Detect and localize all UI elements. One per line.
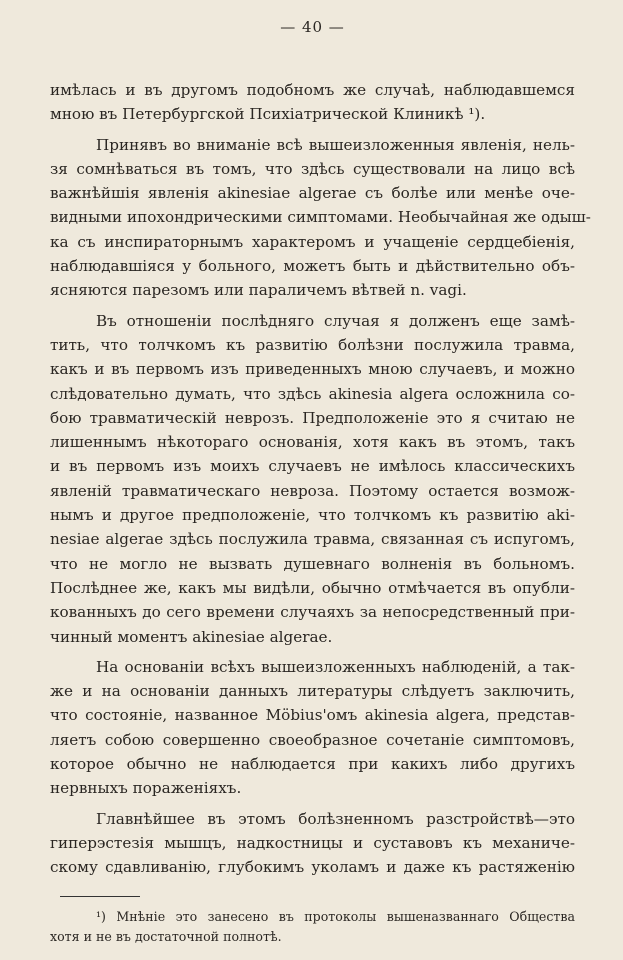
text-line: тить, что толчкомъ къ развитію болѣзни послужила травма, xyxy=(50,335,575,354)
paragraph-2 xyxy=(50,133,591,303)
text-line: ляетъ собою совершенно своеобразное сочетаніе симптомовъ, xyxy=(50,730,575,749)
text-line: Принявъ во вниманіе всѣ вышеизложенныя явленія, нель- xyxy=(96,135,575,154)
paragraph-1 xyxy=(50,78,575,127)
footnote-line: ¹) Мнѣніе это занесено въ протоколы вышеназваннаго Общества xyxy=(96,908,575,924)
text-line: важнѣйшія явленія akinesiae algerae съ болѣе или менѣе оче- xyxy=(50,184,575,203)
text-line: мною въ Петербургской Психіатрической Клиникѣ ¹). xyxy=(50,105,486,124)
text-line: ка съ инспираторнымъ характеромъ и учащеніе сердцебіенія, xyxy=(50,232,575,251)
paragraph-3 xyxy=(50,309,575,649)
text-line: лишеннымъ нѣкотораго основанія, хотя какъ въ этомъ, такъ xyxy=(50,433,575,452)
text-line: нервныхъ пораженіяхъ. xyxy=(50,779,242,798)
text-line: чинный моментъ akinesiae algerae. xyxy=(50,627,333,646)
footnote-rule xyxy=(60,896,140,897)
text-line: что не могло не вызвать душевнаго волненія въ больномъ. xyxy=(50,554,575,573)
text-line: имѣлась и въ другомъ подобномъ же случаѣ, наблюдавшемся xyxy=(50,81,575,99)
text-line: слѣдовательно думать, что здѣсь akinesia algera осложнила со- xyxy=(50,384,575,403)
text-line: зя сомнѣваться въ томъ, что здѣсь существовали на лицо всѣ xyxy=(50,159,575,178)
text-line: кованныхъ до сего времени случаяхъ за непосредственный при- xyxy=(50,603,575,622)
text-line: Главнѣйшее въ этомъ болѣзненномъ разстройствѣ—это xyxy=(96,809,575,828)
text-line: скому сдавливанію, глубокимъ уколамъ и даже къ растяженію xyxy=(50,858,575,877)
text-line: явленій травматическаго невроза. Поэтому остается возмож- xyxy=(50,481,575,500)
footnote xyxy=(50,907,575,947)
text-line: же и на основаніи данныхъ литературы слѣдуетъ заключить, xyxy=(50,682,575,701)
text-line: nesiae algerae здѣсь послужила травма, связанная съ испугомъ, xyxy=(50,530,575,549)
text-line: нымъ и другое предположеніе, что толчкомъ къ развитію aki- xyxy=(50,506,575,525)
text-line: которое обычно не наблюдается при какихъ либо другихъ xyxy=(50,755,575,774)
text-line: какъ и въ первомъ изъ приведенныхъ мною случаевъ, и можно xyxy=(50,360,575,379)
text-line: Въ отношеніи послѣдняго случая я долженъ еще замѣ- xyxy=(96,311,575,330)
text-line: гиперэстезія мышцъ, надкостницы и суставовъ къ механиче- xyxy=(50,833,575,852)
text-line: бою травматическій неврозъ. Предположеніе это я считаю не xyxy=(50,408,575,427)
footnote-line: хотя и не въ достаточной полнотѣ. xyxy=(50,928,282,944)
text-line: Послѣднее же, какъ мы видѣли, обычно отмѣчается въ опубли- xyxy=(50,578,575,597)
paragraph-5 xyxy=(50,807,575,880)
paragraph-4 xyxy=(50,655,575,801)
text-line: наблюдавшіяся у больного, можетъ быть и дѣйствительно объ- xyxy=(50,257,575,276)
text-line: видными ипохондрическими симптомами. Необычайная же одыш- xyxy=(50,208,591,227)
page-number: — 40 — xyxy=(280,18,345,36)
text-line: ясняются парезомъ или параличемъ вѣтвей n. vagi. xyxy=(50,281,467,300)
text-line: На основаніи всѣхъ вышеизложенныхъ наблюденій, а так- xyxy=(96,657,575,676)
text-line: и въ первомъ изъ моихъ случаевъ не имѣлось классическихъ xyxy=(50,457,575,476)
text-line: что состояніе, названное Möbius'омъ akinesia algera, представ- xyxy=(50,706,575,725)
